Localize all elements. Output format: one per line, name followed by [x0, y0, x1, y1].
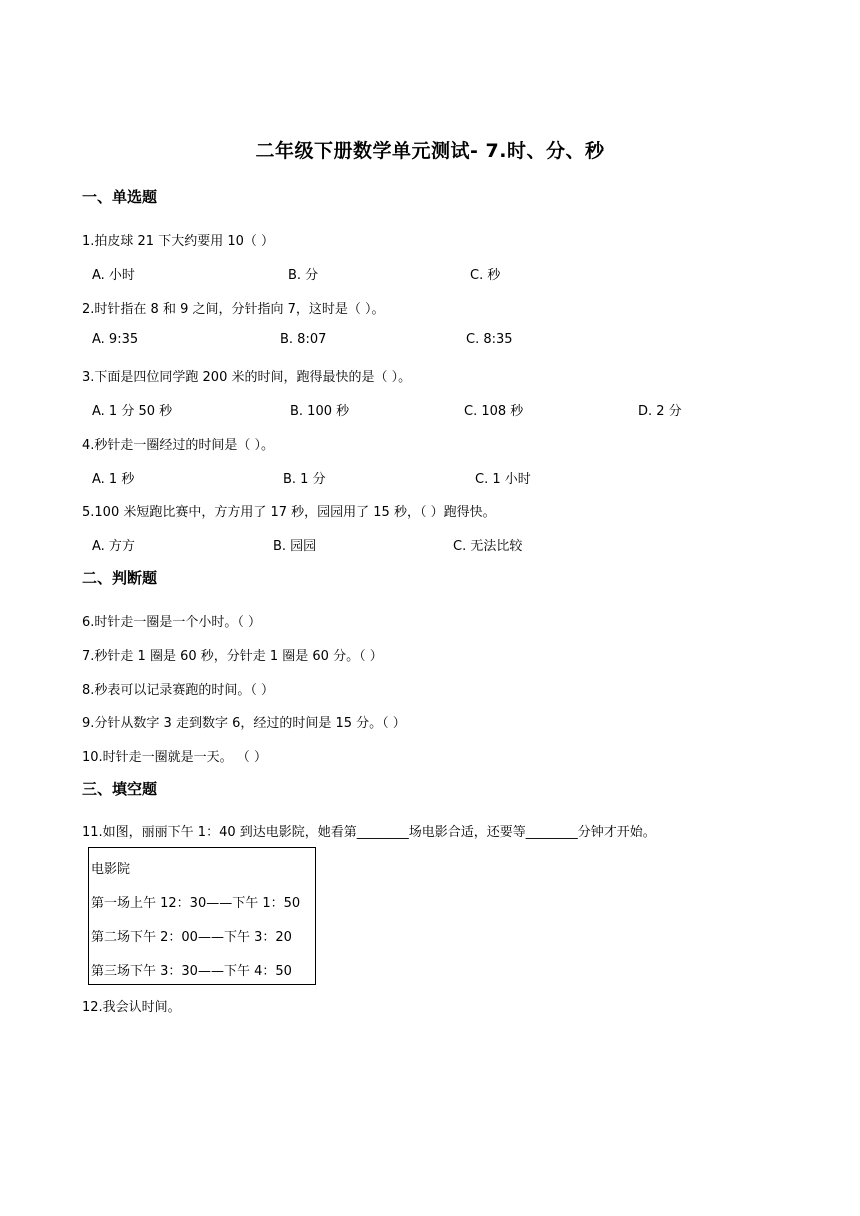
q5-option-b: B. 园园 [273, 539, 317, 554]
q2-option-b: B. 8:07 [280, 332, 327, 347]
q3-option-d: D. 2 分 [638, 404, 682, 419]
question-6: 6.时针走一圈是一个小时。（ ） [82, 615, 262, 630]
q2-option-c: C. 8:35 [466, 332, 513, 347]
q1-option-a: A. 小时 [92, 268, 135, 283]
q4-option-b: B. 1 分 [283, 472, 326, 487]
q3-option-b: B. 100 秒 [290, 404, 350, 419]
page-title: 二年级下册数学单元测试- 7.时、分、秒 [255, 140, 605, 162]
q2-option-a: A. 9:35 [92, 332, 139, 347]
cinema-schedule-box [88, 847, 316, 985]
q1-option-b: B. 分 [288, 268, 319, 283]
q5-option-a: A. 方方 [92, 539, 135, 554]
q5-option-c: C. 无法比较 [453, 539, 523, 554]
section-heading-single-choice: 一、单选题 [82, 188, 158, 206]
cinema-row-1: 第一场上午 12：30——下午 1：50 [91, 896, 301, 911]
q1-option-c: C. 秒 [470, 268, 501, 283]
question-1: 1.拍皮球 21 下大约要用 10（ ） [82, 234, 275, 249]
q3-option-c: C. 108 秒 [464, 404, 524, 419]
question-12: 12.我会认时间。 [82, 1000, 181, 1015]
section-heading-fill-blank: 三、填空题 [82, 780, 158, 798]
q4-option-c: C. 1 小时 [475, 472, 531, 487]
cinema-row-2: 第二场下午 2：00——下午 3：20 [91, 930, 292, 945]
q3-option-a: A. 1 分 50 秒 [92, 404, 173, 419]
question-9: 9.分针从数字 3 走到数字 6，经过的时间是 15 分。（ ） [82, 716, 406, 731]
question-3: 3.下面是四位同学跑 200 米的时间，跑得最快的是（ ）。 [82, 370, 412, 385]
question-2: 2.时针指在 8 和 9 之间，分针指向 7，这时是（ ）。 [82, 302, 385, 317]
question-8: 8.秒表可以记录赛跑的时间。（ ） [82, 683, 275, 698]
question-11: 11.如图，丽丽下午 1：40 到达电影院，她看第________场电影合适，还要等________分钟才开始。 [82, 825, 656, 840]
section-heading-true-false: 二、判断题 [82, 569, 158, 587]
cinema-row-3: 第三场下午 3：30——下午 4：50 [91, 964, 292, 979]
question-7: 7.秒针走 1 圈是 60 秒，分针走 1 圈是 60 分。（ ） [82, 649, 383, 664]
question-4: 4.秒针走一圈经过的时间是（ ）。 [82, 438, 275, 453]
question-10: 10.时针走一圈就是一天。 （ ） [82, 750, 267, 765]
question-5: 5.100 米短跑比赛中，方方用了 17 秒，园园用了 15 秒，（ ）跑得快。 [82, 505, 496, 520]
q4-option-a: A. 1 秒 [92, 472, 135, 487]
cinema-header: 电影院 [91, 862, 131, 877]
